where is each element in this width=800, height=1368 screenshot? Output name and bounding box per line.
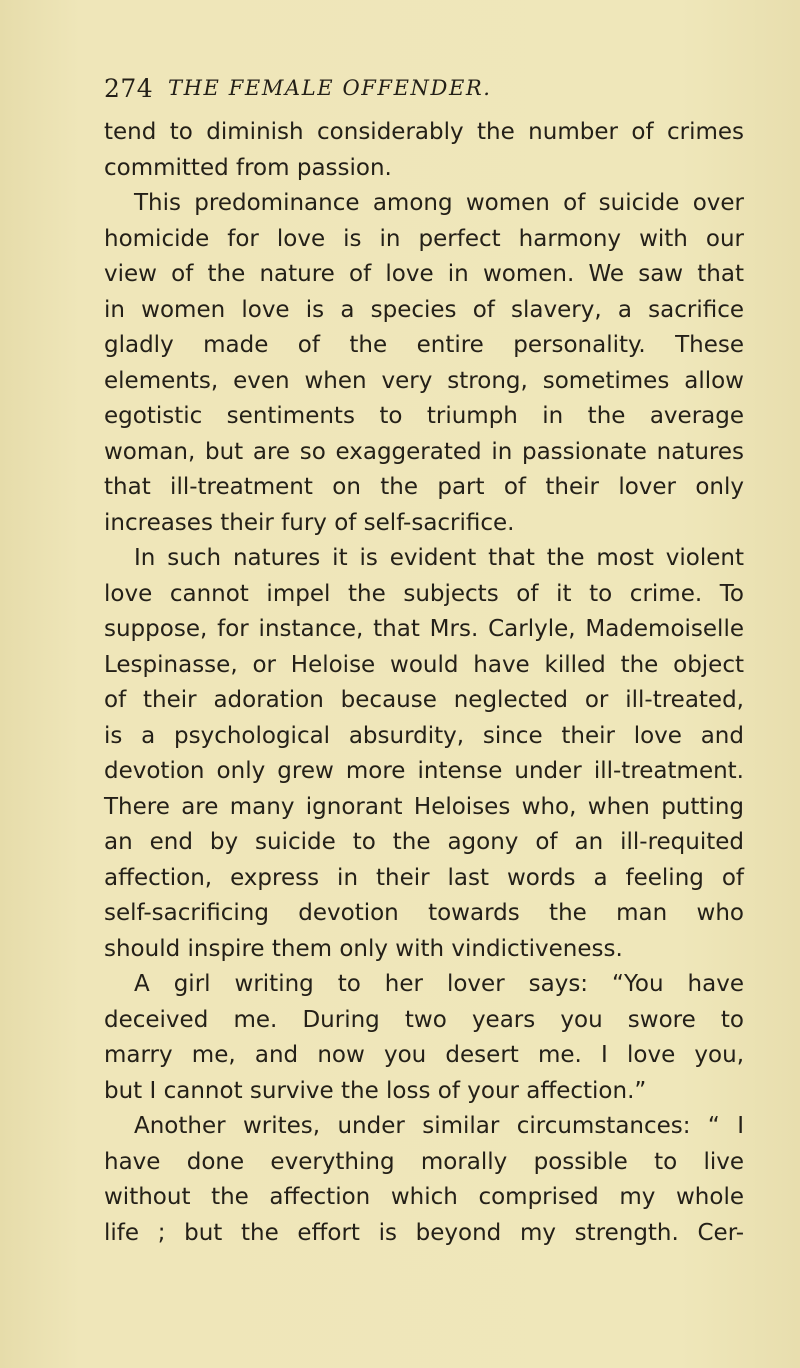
page-number: 274 xyxy=(104,74,154,103)
text-line: is a psychological absurdity, since their love and xyxy=(104,722,744,749)
text-line: increases their fury of self-sacrifice. xyxy=(104,509,515,536)
text-line: committed from passion. xyxy=(104,154,392,181)
text-line: of their adoration because neglected or ill-treated, xyxy=(104,687,744,713)
text-line: have done everything morally possible to live xyxy=(104,1148,744,1175)
text-line: This predominance among women of suicide over xyxy=(134,190,744,216)
text-line: affection, express in their last words a feeling of xyxy=(104,864,744,891)
text-line: There are many ignorant Heloises who, when putting xyxy=(104,793,744,820)
text-line: homicide for love is in perfect harmony with our xyxy=(104,225,744,252)
text-line: love cannot impel the subjects of it to crime. To xyxy=(104,580,744,607)
text-line: view of the nature of love in women. We saw that xyxy=(104,261,744,287)
text-line: egotistic sentiments to triumph in the average xyxy=(104,403,744,429)
text-line: woman, but are so exaggerated in passionate natures xyxy=(104,438,744,465)
text-line: in women love is a species of slavery, a sacrifice xyxy=(104,296,744,323)
body-text xyxy=(104,115,744,1251)
text-line: but I cannot survive the loss of your affection.” xyxy=(104,1077,647,1104)
text-line: marry me, and now you desert me. I love you, xyxy=(104,1042,744,1068)
text-line: deceived me. During two years you swore to xyxy=(104,1006,744,1033)
text-line: an end by suicide to the agony of an ill-requited xyxy=(104,829,744,855)
text-line: self-sacrificing devotion towards the man who xyxy=(104,900,744,926)
page-header xyxy=(104,74,704,114)
text-line: life ; but the effort is beyond my strength. Cer- xyxy=(104,1219,744,1246)
text-line: Lespinasse, or Heloise would have killed the object xyxy=(104,651,744,678)
text-line: should inspire them only with vindictiveness. xyxy=(104,935,623,962)
text-line: In such natures it is evident that the most violent xyxy=(134,545,744,571)
text-line: that ill-treatment on the part of their lover only xyxy=(104,474,744,500)
text-line: elements, even when very strong, sometimes allow xyxy=(104,367,744,394)
text-line: devotion only grew more intense under ill-treatment. xyxy=(104,758,744,784)
running-title: THE FEMALE OFFENDER. xyxy=(168,76,492,100)
text-line: tend to diminish considerably the number of crimes xyxy=(104,119,744,145)
text-line: without the affection which comprised my whole xyxy=(104,1184,744,1210)
text-line: A girl writing to her lover says: “You have xyxy=(134,971,744,997)
text-line: gladly made of the entire personality. These xyxy=(104,332,744,358)
text-line: suppose, for instance, that Mrs. Carlyle, Mademoiselle xyxy=(104,616,744,642)
text-line: Another writes, under similar circumstances: “ I xyxy=(134,1113,744,1139)
